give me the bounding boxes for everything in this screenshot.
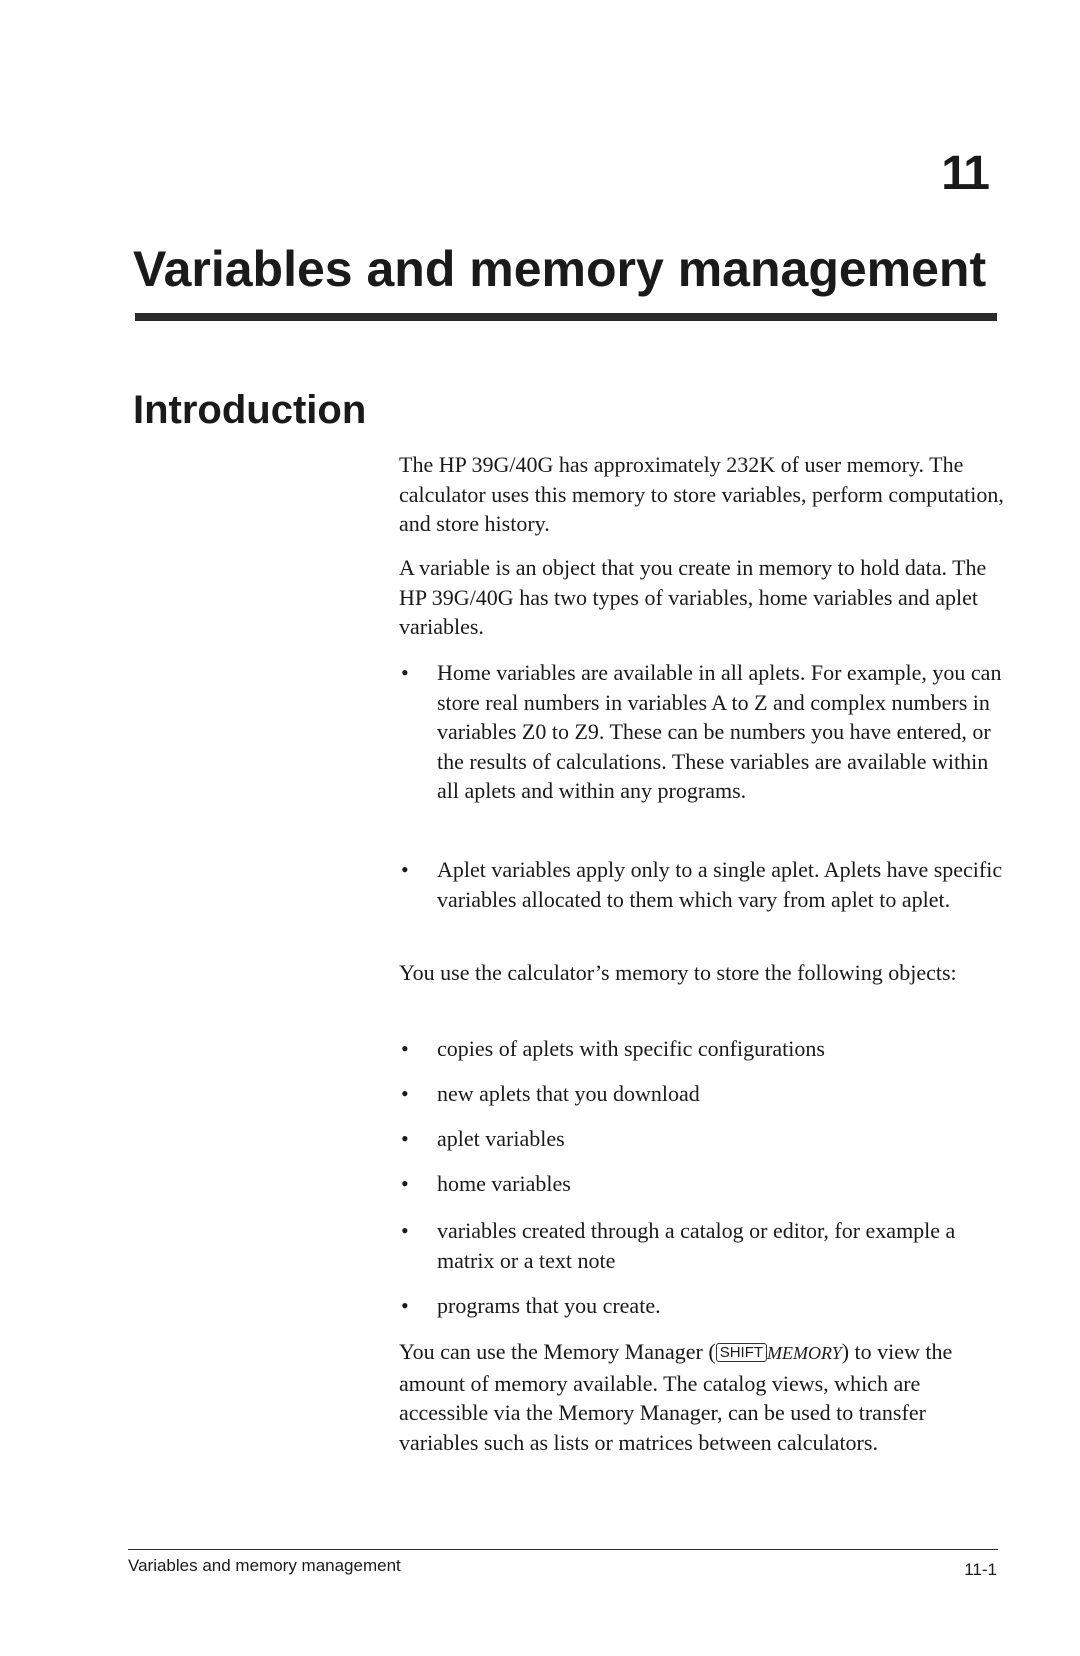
list-item-text: home variables — [437, 1171, 571, 1196]
memory-paragraph — [399, 1337, 1009, 1457]
list-item-text: programs that you create. — [437, 1293, 661, 1318]
list-item-text: Aplet variables apply only to a single aplet. Aplets have specific variables allocated to them which vary from aplet to aplet. — [437, 857, 1003, 912]
bullet: • — [401, 857, 409, 882]
bullet: • — [401, 1293, 409, 1318]
list-item — [399, 658, 1009, 806]
list-item — [399, 855, 1009, 914]
list-item-text: aplet variables — [437, 1126, 565, 1151]
section-title: Introduction — [133, 388, 367, 432]
list-item-text: variables created through a catalog or editor, for example a matrix or a text note — [437, 1218, 956, 1273]
list-item — [399, 1124, 1009, 1154]
list-item — [399, 1291, 1009, 1321]
paragraph: A variable is an object that you create in memory to hold data. The HP 39G/40G has two types of variables, home variables and aplet variables. — [399, 555, 987, 639]
bullet: • — [401, 1081, 409, 1106]
list-item — [399, 1079, 1009, 1109]
list-item — [399, 1034, 1009, 1064]
list-item — [399, 1216, 1009, 1275]
bullet: • — [401, 1218, 409, 1243]
bullet: • — [401, 1171, 409, 1196]
chapter-title: Variables and memory management — [133, 241, 987, 297]
shift-key: SHIFT — [716, 1343, 767, 1362]
title-rule — [135, 313, 997, 321]
bullet: • — [401, 660, 409, 685]
paragraph: The HP 39G/40G has approximately 232K of user memory. The calculator uses this memory to store variables, perform computation, and store history. — [399, 452, 1004, 536]
paragraph: You use the calculator’s memory to store the following objects: — [399, 960, 957, 985]
footer-rule — [128, 1549, 998, 1550]
bullet: • — [401, 1126, 409, 1151]
memory-command: MEMORY — [767, 1343, 842, 1363]
list-item-text: new aplets that you download — [437, 1081, 700, 1106]
page-number: 11-1 — [964, 1560, 997, 1579]
chapter-number: 11 — [941, 147, 988, 200]
bullet: • — [401, 1036, 409, 1061]
list-item — [399, 1169, 1009, 1199]
list-item-text: copies of aplets with specific configurations — [437, 1036, 825, 1061]
text: ) to view the amount of memory available. The catalog views, which are accessible via the Memory Manager, can be used to transfer variables such as lists or matrices between calculators. — [399, 1339, 953, 1455]
footer-title: Variables and memory management — [128, 1556, 401, 1575]
list-item-text: Home variables are available in all aplets. For example, you can store real numbers in variables A to Z and complex numbers in variables Z0 to Z9. These can be numbers you have entered, or the results of calculations. These variables are available within all aplets and within any programs. — [437, 660, 1002, 803]
text: You can use the Memory Manager ( — [399, 1339, 716, 1364]
